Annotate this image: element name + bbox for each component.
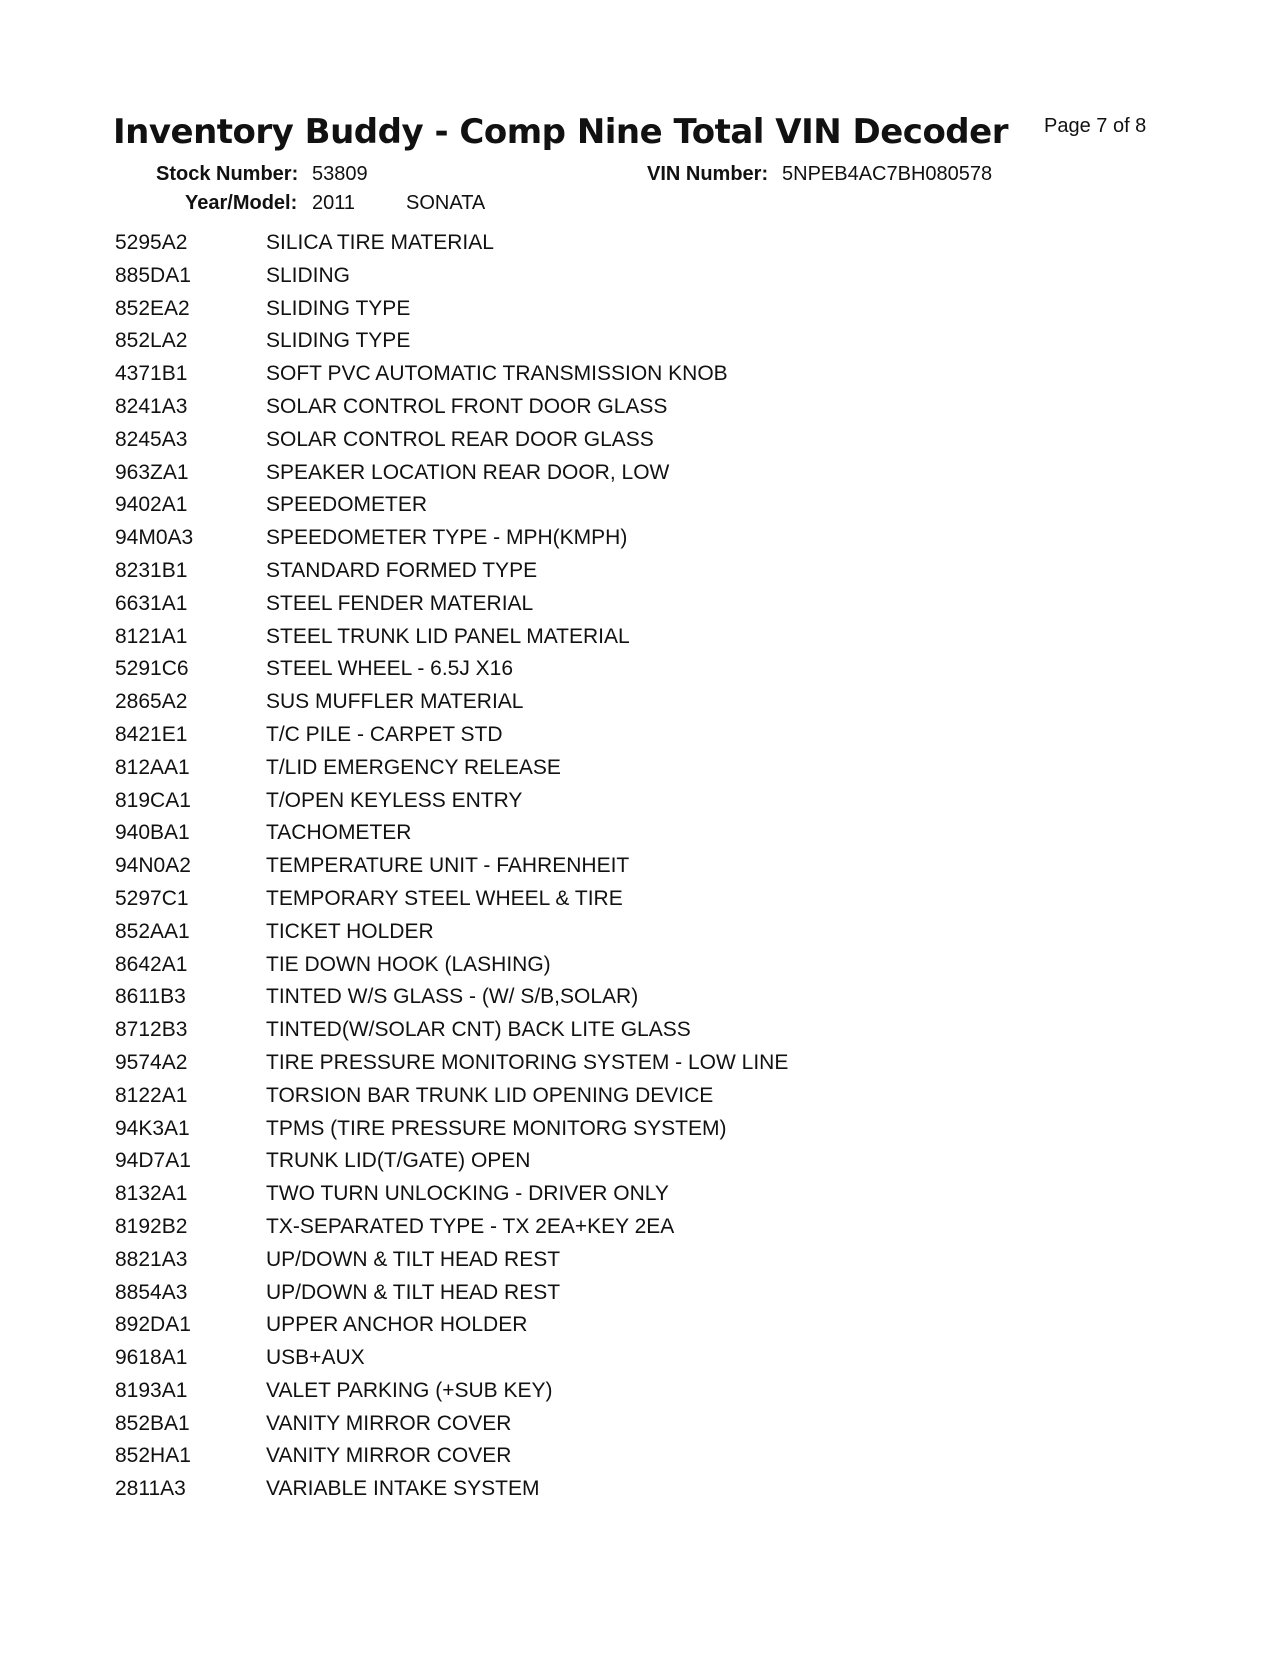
option-code: 94D7A1 (115, 1149, 191, 1173)
option-description: TPMS (TIRE PRESSURE MONITORG SYSTEM) (266, 1116, 727, 1140)
option-row (115, 850, 1015, 883)
option-code: 885DA1 (115, 263, 191, 287)
option-code: 8712B3 (115, 1018, 188, 1042)
option-row (115, 555, 1015, 588)
option-row (115, 949, 1015, 982)
option-code: 852EA2 (115, 296, 190, 320)
option-description: SLIDING (266, 263, 351, 287)
option-row (115, 1047, 1015, 1080)
option-row (115, 522, 1015, 555)
option-code: 2865A2 (115, 690, 188, 714)
option-code: 9402A1 (115, 493, 188, 517)
option-row (115, 653, 1015, 686)
option-row (115, 621, 1015, 654)
vin-number-value: 5NPEB4AC7BH080578 (782, 163, 993, 185)
option-description: T/LID EMERGENCY RELEASE (266, 755, 561, 779)
option-code: 9574A2 (115, 1050, 188, 1074)
option-code: 8241A3 (115, 394, 188, 418)
option-row (115, 686, 1015, 719)
option-code: 8854A3 (115, 1280, 188, 1304)
option-code: 2811A3 (115, 1477, 186, 1501)
option-code: 9618A1 (115, 1346, 188, 1370)
option-code: 8245A3 (115, 427, 188, 451)
option-row (115, 1080, 1015, 1113)
option-row (115, 1309, 1015, 1342)
option-description: TINTED(W/SOLAR CNT) BACK LITE GLASS (266, 1018, 691, 1042)
option-row (115, 1440, 1015, 1473)
option-description: STEEL TRUNK LID PANEL MATERIAL (266, 624, 630, 648)
option-description: TEMPORARY STEEL WHEEL & TIRE (266, 886, 623, 910)
option-row (115, 1408, 1015, 1441)
option-row (115, 1145, 1015, 1178)
option-description: VANITY MIRROR COVER (266, 1411, 512, 1435)
option-description: SPEAKER LOCATION REAR DOOR, LOW (266, 460, 670, 484)
option-description: UP/DOWN & TILT HEAD REST (266, 1247, 561, 1271)
model-value: SONATA (406, 192, 486, 214)
document-title: Inventory Buddy - Comp Nine Total VIN Decoder (113, 112, 1008, 152)
option-code: 8132A1 (115, 1182, 188, 1206)
option-code: 5291C6 (115, 657, 189, 681)
option-code: 94M0A3 (115, 526, 194, 550)
option-description: VANITY MIRROR COVER (266, 1444, 512, 1468)
option-code: 8231B1 (115, 558, 188, 582)
option-code: 5295A2 (115, 231, 188, 254)
option-description: TINTED W/S GLASS - (W/ S/B,SOLAR) (266, 985, 639, 1009)
option-description: SOLAR CONTROL FRONT DOOR GLASS (266, 394, 668, 418)
option-row (115, 981, 1015, 1014)
option-description: SILICA TIRE MATERIAL (266, 231, 494, 254)
option-code: 852HA1 (115, 1444, 191, 1468)
option-row (115, 489, 1015, 522)
option-row (115, 785, 1015, 818)
stock-number-label: Stock Number: (156, 163, 299, 185)
option-description: TX-SEPARATED TYPE - TX 2EA+KEY 2EA (266, 1214, 675, 1238)
option-description: STEEL WHEEL - 6.5J X16 (266, 657, 514, 681)
option-code: 94N0A2 (115, 854, 191, 878)
option-row (115, 719, 1015, 752)
stock-number-value: 53809 (312, 163, 368, 185)
option-row (115, 260, 1015, 293)
option-code: 819CA1 (115, 788, 191, 812)
option-description: VALET PARKING (+SUB KEY) (266, 1378, 553, 1402)
option-row (115, 293, 1015, 326)
option-code: 812AA1 (115, 755, 190, 779)
option-description: STANDARD FORMED TYPE (266, 558, 538, 582)
option-description: SPEEDOMETER (266, 493, 428, 517)
option-description: TRUNK LID(T/GATE) OPEN (266, 1149, 531, 1173)
option-code: 852BA1 (115, 1411, 190, 1435)
option-code: 892DA1 (115, 1313, 191, 1337)
option-description: USB+AUX (266, 1346, 365, 1370)
option-description: TORSION BAR TRUNK LID OPENING DEVICE (266, 1083, 714, 1107)
option-code: 8421E1 (115, 722, 188, 746)
option-description: SOLAR CONTROL REAR DOOR GLASS (266, 427, 654, 451)
option-code: 8642A1 (115, 952, 188, 976)
year-value: 2011 (312, 192, 356, 214)
option-code-list (115, 227, 1015, 1506)
option-code: 940BA1 (115, 821, 190, 845)
option-row (115, 1342, 1015, 1375)
vin-number-label: VIN Number: (647, 163, 769, 185)
option-code: 963ZA1 (115, 460, 189, 484)
option-row (115, 1178, 1015, 1211)
option-row (115, 424, 1015, 457)
option-code: 4371B1 (115, 362, 188, 386)
option-code: 8122A1 (115, 1083, 188, 1107)
option-row (115, 1473, 1015, 1506)
option-code: 8611B3 (115, 985, 186, 1009)
option-description: SOFT PVC AUTOMATIC TRANSMISSION KNOB (266, 362, 728, 386)
option-description: TIE DOWN HOOK (LASHING) (266, 952, 551, 976)
option-row (115, 391, 1015, 424)
option-description: TICKET HOLDER (266, 919, 434, 943)
option-description: T/OPEN KEYLESS ENTRY (266, 788, 523, 812)
option-row (115, 1375, 1015, 1408)
option-description: TIRE PRESSURE MONITORING SYSTEM - LOW LINE (266, 1050, 789, 1074)
option-row (115, 588, 1015, 621)
option-row (115, 916, 1015, 949)
page-indicator: Page 7 of 8 (1044, 115, 1147, 137)
option-row (115, 817, 1015, 850)
option-description: STEEL FENDER MATERIAL (266, 591, 534, 615)
option-row (115, 883, 1015, 916)
option-description: VARIABLE INTAKE SYSTEM (266, 1477, 540, 1501)
option-code: 94K3A1 (115, 1116, 190, 1140)
option-code: 8821A3 (115, 1247, 188, 1271)
option-code: 6631A1 (115, 591, 188, 615)
option-code: 852AA1 (115, 919, 190, 943)
option-row (115, 1211, 1015, 1244)
option-code: 8192B2 (115, 1214, 188, 1238)
option-description: SUS MUFFLER MATERIAL (266, 690, 524, 714)
option-description: UP/DOWN & TILT HEAD REST (266, 1280, 561, 1304)
option-row (115, 1014, 1015, 1047)
option-description: SPEEDOMETER TYPE - MPH(KMPH) (266, 526, 628, 550)
year-model-label: Year/Model: (185, 192, 298, 214)
option-row (115, 227, 1015, 260)
option-description: T/C PILE - CARPET STD (266, 722, 503, 746)
option-code: 5297C1 (115, 886, 189, 910)
option-description: UPPER ANCHOR HOLDER (266, 1313, 528, 1337)
option-row (115, 457, 1015, 490)
option-row (115, 752, 1015, 785)
option-description: TACHOMETER (266, 821, 412, 845)
option-code: 852LA2 (115, 329, 188, 353)
option-row (115, 358, 1015, 391)
option-description: SLIDING TYPE (266, 329, 411, 353)
option-description: TWO TURN UNLOCKING - DRIVER ONLY (266, 1182, 669, 1206)
option-row (115, 1113, 1015, 1146)
option-description: SLIDING TYPE (266, 296, 411, 320)
option-code: 8193A1 (115, 1378, 188, 1402)
option-row (115, 1277, 1015, 1310)
option-row (115, 1244, 1015, 1277)
option-row (115, 325, 1015, 358)
option-description: TEMPERATURE UNIT - FAHRENHEIT (266, 854, 630, 878)
option-code: 8121A1 (115, 624, 188, 648)
